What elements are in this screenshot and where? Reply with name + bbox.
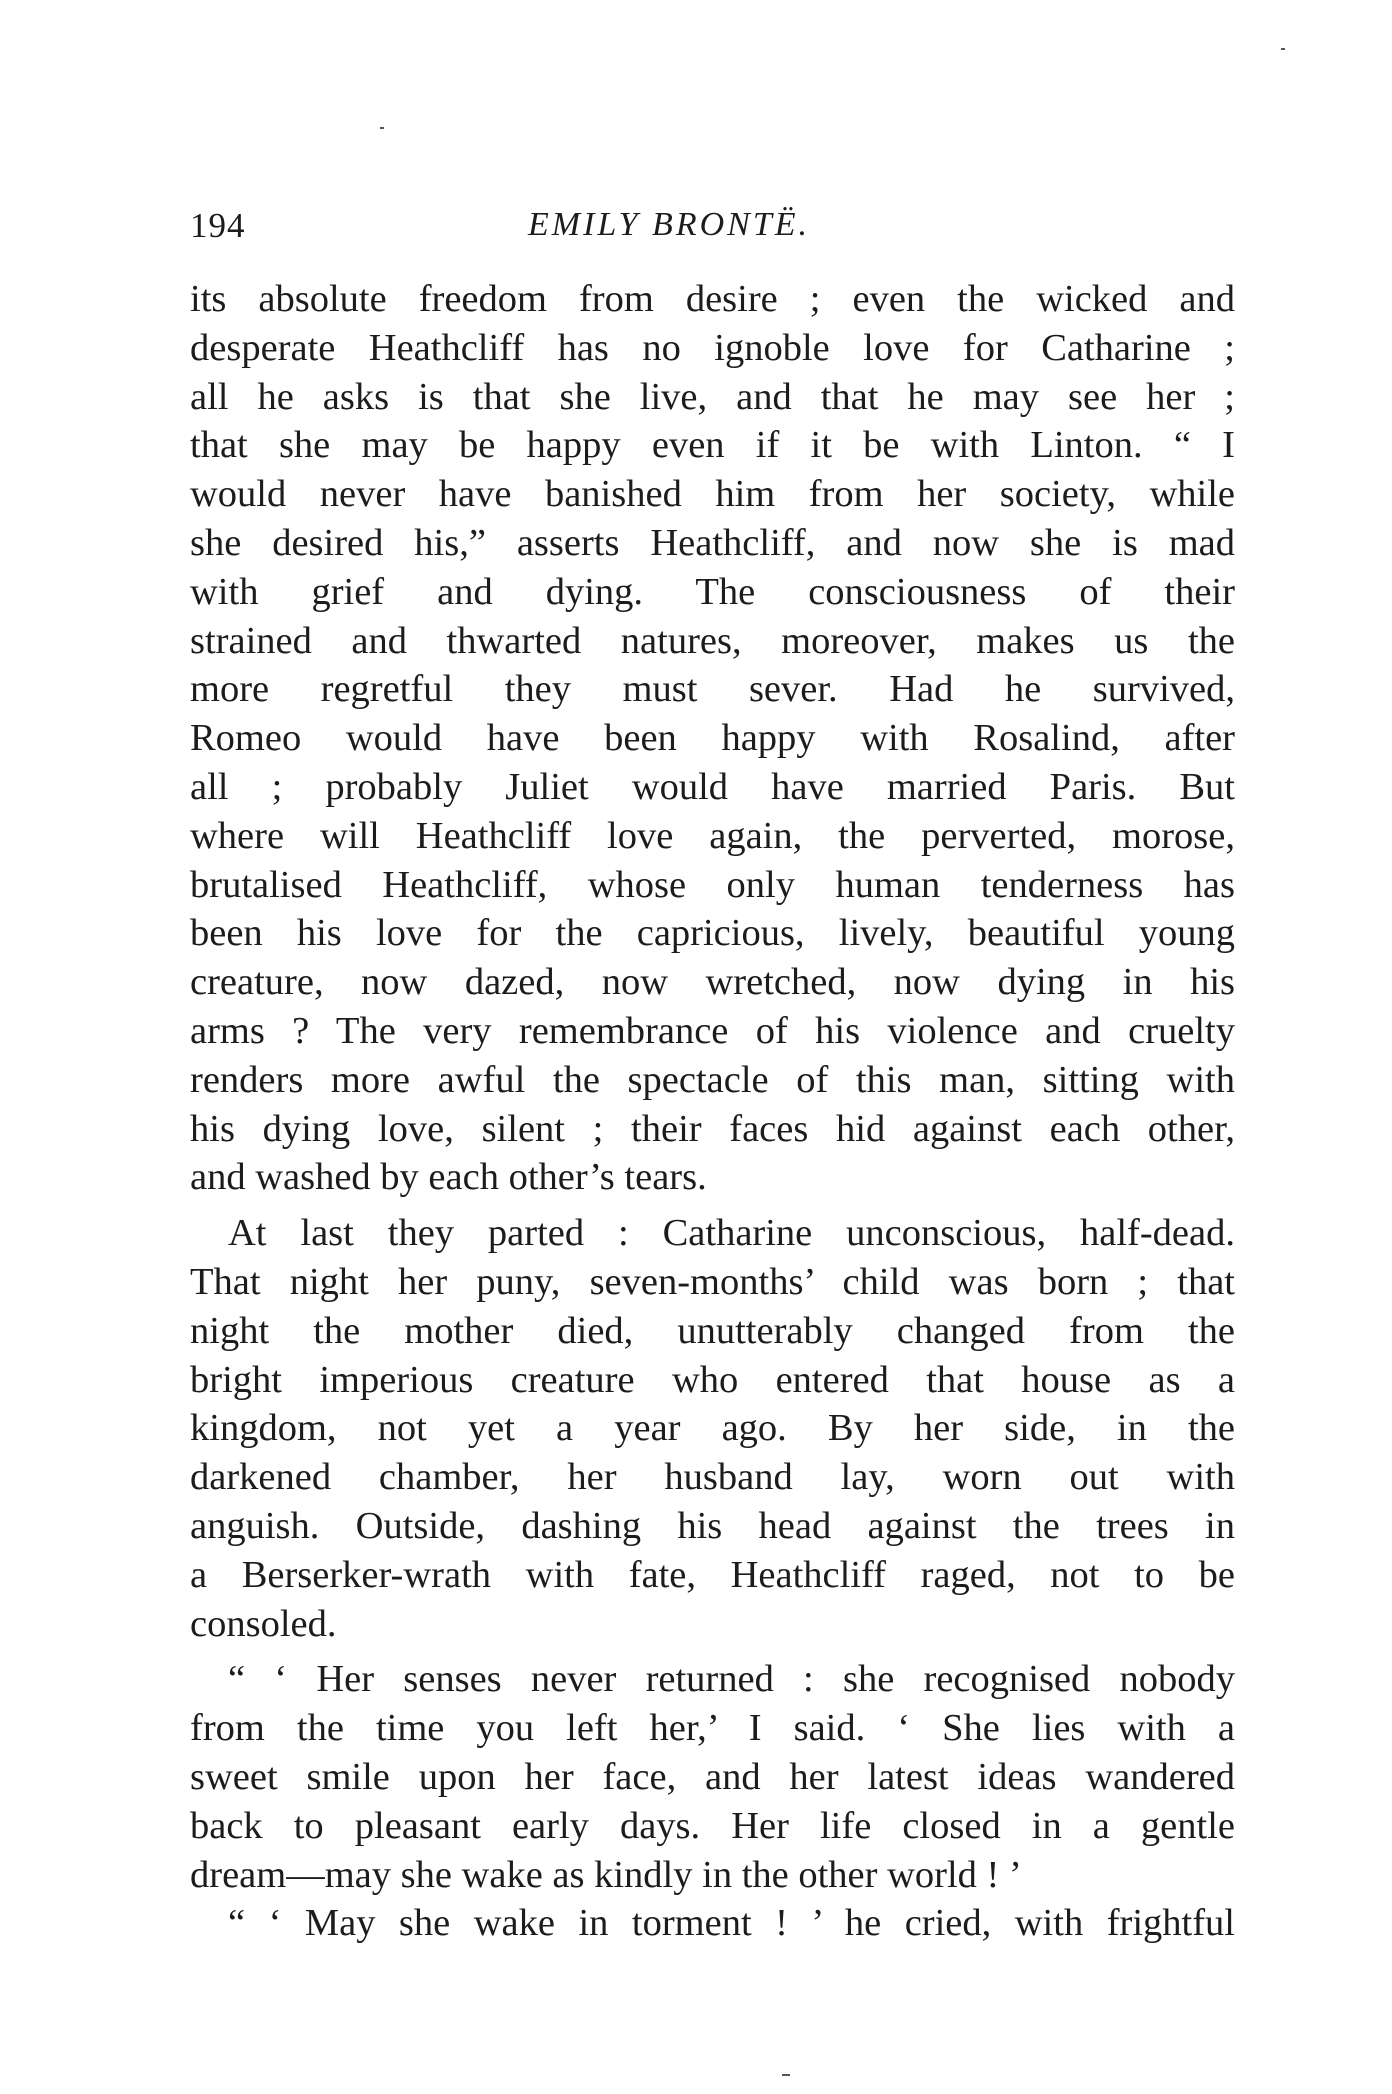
text-line: and washed by each other’s tears. <box>190 1156 707 1199</box>
paragraph-4 <box>190 1899 1235 1948</box>
text-line: That night her puny, seven-months’ child was born ; that <box>190 1260 1235 1303</box>
text-line: creature, now dazed, now wretched, now dying in his <box>190 961 1235 1004</box>
page-number: 194 <box>190 206 246 245</box>
body-text <box>190 275 1235 1948</box>
text-line: desperate Heathcliff has no ignoble love for Catharine ; <box>190 326 1235 369</box>
print-speck <box>782 2074 790 2076</box>
text-line: with grief and dying. The consciousness of their <box>190 570 1235 613</box>
text-line: been his love for the capricious, lively, beautiful young <box>190 912 1235 955</box>
print-speck <box>1281 48 1285 50</box>
text-line: brutalised Heathcliff, whose only human tenderness has <box>190 863 1235 906</box>
running-head: EMILY BRONTË. <box>528 206 810 243</box>
text-line: “ ‘ Her senses never returned : she recognised nobody <box>228 1658 1235 1701</box>
paragraph-1 <box>190 275 1235 1202</box>
text-line: dream—may she wake as kindly in the other world ! ’ <box>190 1853 1022 1896</box>
text-line: from the time you left her,’ I said. ‘ She lies with a <box>190 1707 1235 1750</box>
text-line: its absolute freedom from desire ; even the wicked and <box>190 278 1235 320</box>
text-line: more regretful they must sever. Had he survived, <box>190 668 1235 711</box>
text-line: back to pleasant early days. Her life closed in a gentle <box>190 1804 1235 1847</box>
page-header <box>190 206 1235 256</box>
text-line: kingdom, not yet a year ago. By her side, in the <box>190 1407 1235 1450</box>
text-line: anguish. Outside, dashing his head against the trees in <box>190 1504 1235 1547</box>
text-line: she desired his,” asserts Heathcliff, and now she is mad <box>190 521 1235 564</box>
text-line: darkened chamber, her husband lay, worn out with <box>190 1456 1235 1499</box>
text-line: Romeo would have been happy with Rosalind, after <box>190 717 1235 760</box>
text-line: “ ‘ May she wake in torment ! ’ he cried, with frightful <box>228 1902 1235 1945</box>
text-line: sweet smile upon her face, and her latest ideas wandered <box>190 1755 1235 1798</box>
text-line: bright imperious creature who entered that house as a <box>190 1358 1235 1401</box>
text-line: all ; probably Juliet would have married Paris. But <box>190 765 1235 808</box>
text-line: a Berserker-wrath with fate, Heathcliff raged, not to be <box>190 1553 1235 1596</box>
print-speck <box>380 127 384 129</box>
text-line: strained and thwarted natures, moreover, makes us the <box>190 619 1235 662</box>
text-line: arms ? The very remembrance of his violence and cruelty <box>190 1009 1235 1052</box>
text-line: that she may be happy even if it be with Linton. “ I <box>190 424 1235 467</box>
text-line: renders more awful the spectacle of this man, sitting with <box>190 1058 1235 1101</box>
paragraph-3 <box>190 1655 1235 1899</box>
paragraph-2 <box>190 1209 1235 1648</box>
text-line: night the mother died, unutterably changed from the <box>190 1309 1235 1352</box>
text-line: At last they parted : Catharine unconscious, half-dead. <box>228 1212 1235 1255</box>
text-line: consoled. <box>190 1602 337 1645</box>
text-line: where will Heathcliff love again, the perverted, morose, <box>190 814 1235 857</box>
text-line: would never have banished him from her society, while <box>190 473 1235 516</box>
text-line: all he asks is that she live, and that he may see her ; <box>190 375 1235 418</box>
text-line: his dying love, silent ; their faces hid against each other, <box>190 1107 1235 1150</box>
